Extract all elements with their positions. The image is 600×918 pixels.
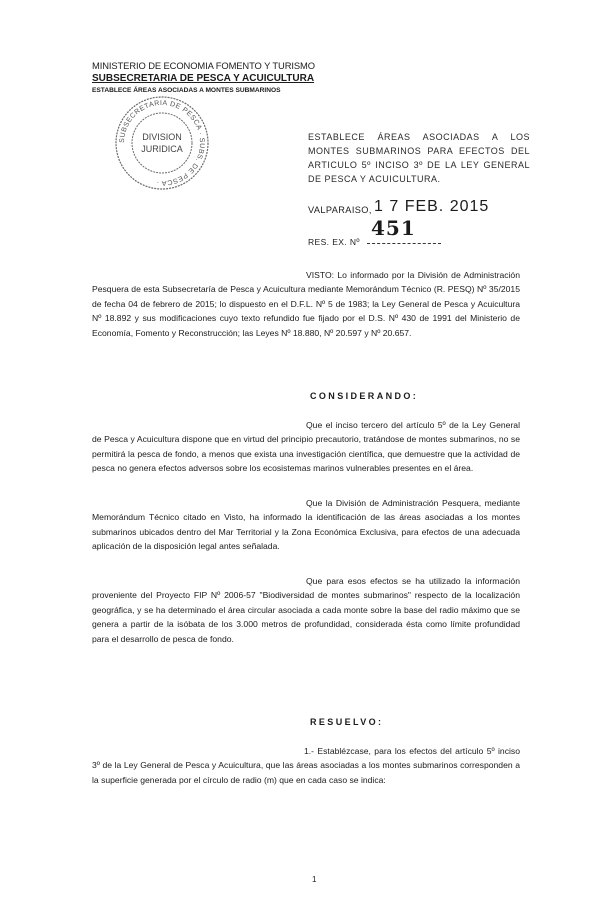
stamp-line-1: DIVISION [142, 132, 182, 142]
stamp-line-2: JURIDICA [141, 144, 183, 154]
place-label: VALPARAISO, [308, 205, 372, 215]
considerando-heading: CONSIDERANDO: [310, 391, 419, 401]
stamp-ring-text: SUBSECRETARIA DE PESCA · SUBS. DE PESCA · [118, 99, 206, 187]
ministry-name: MINISTERIO DE ECONOMIA FOMENTO Y TURISMO [92, 60, 315, 71]
division-juridica-stamp [114, 95, 210, 191]
header-subject-line: ESTABLECE ÁREAS ASOCIADAS A MONTES SUBMARINOS [92, 87, 281, 94]
resuelvo-paragraph-1: 1.- Establézcase, para los efectos del artículo 5º inciso 3º de la Ley General de Pesca y Acuicultura, que las áreas asociadas a los montes submarinos corresponden a la superficie generada por el círculo de radio (m) que en cada caso se indica: [92, 746, 520, 785]
resolution-number-label: RES. EX. Nº [308, 237, 360, 247]
resolution-number-underline [367, 243, 441, 244]
resolution-number: 451 [371, 216, 416, 240]
resolution-subject: ESTABLECE ÁREAS ASOCIADAS A LOS MONTES SUBMARINOS PARA EFECTOS DEL ARTICULO 5º INCISO 3º DE LA LEY GENERAL DE PESCA Y ACUICULTURA. [308, 132, 530, 184]
considerando-paragraph-2: Que la División de Administración Pesquera, mediante Memorándum Técnico citado en Visto, ha informado la identificación de las áreas asociadas a los montes submarinos ubicados dentro del Mar Territorial y la Zona Económica Exclusiva, para efectos de una adecuada aplicación de la disposición legal antes señalada. [92, 498, 520, 552]
considerando-paragraph-3: Que para esos efectos se ha utilizado la información proveniente del Proyecto FIP Nº 2006-57 "Biodiversidad de montes submarinos" respecto de la localización geográfica, y se ha determinado el área circular asociada a cada monte sobre la base del radio máximo que se genera a partir de la isóbata de los 3.000 metros de profundidad, considerada ésta como límite profundidad para el desarrollo de pesca de fondo. [92, 576, 520, 644]
subsecretaria-name: SUBSECRETARIA DE PESCA Y ACUICULTURA [92, 73, 315, 84]
page-number: 1 [312, 875, 317, 884]
resolution-date: 1 7 FEB. 2015 [374, 198, 490, 215]
visto-paragraph: VISTO: Lo informado por la División de Administración Pesquera de esta Subsecretaría de Pesca y Acuicultura mediante Memorándum Técnico (R. PESQ) Nº 35/2015 de fecha 04 de febrero de 2015; lo dispuesto en el D.F.L. Nº 5 de 1983; la Ley General de Pesca y Acuicultura Nº 18.892 y sus modificaciones cuyo texto refundido fue fijado por el D.S. Nº 430 de 1991 del Ministerio de Economía, Fomento y Reconstrucción; las Leyes Nº 18.880, Nº 20.597 y Nº 20.657. [92, 270, 520, 338]
considerando-paragraph-1: Que el inciso tercero del artículo 5º de la Ley General de Pesca y Acuicultura dispone que en virtud del principio precautorio, tratándose de montes submarinos, no se permitirá la pesca de fondo, a menos que exista una investigación científica, que demuestre que la actividad de pesca no genera efectos adversos sobre los ecosistemas marinos vulnerables presentes en el área. [92, 420, 520, 474]
resuelvo-heading: RESUELVO: [310, 717, 384, 727]
